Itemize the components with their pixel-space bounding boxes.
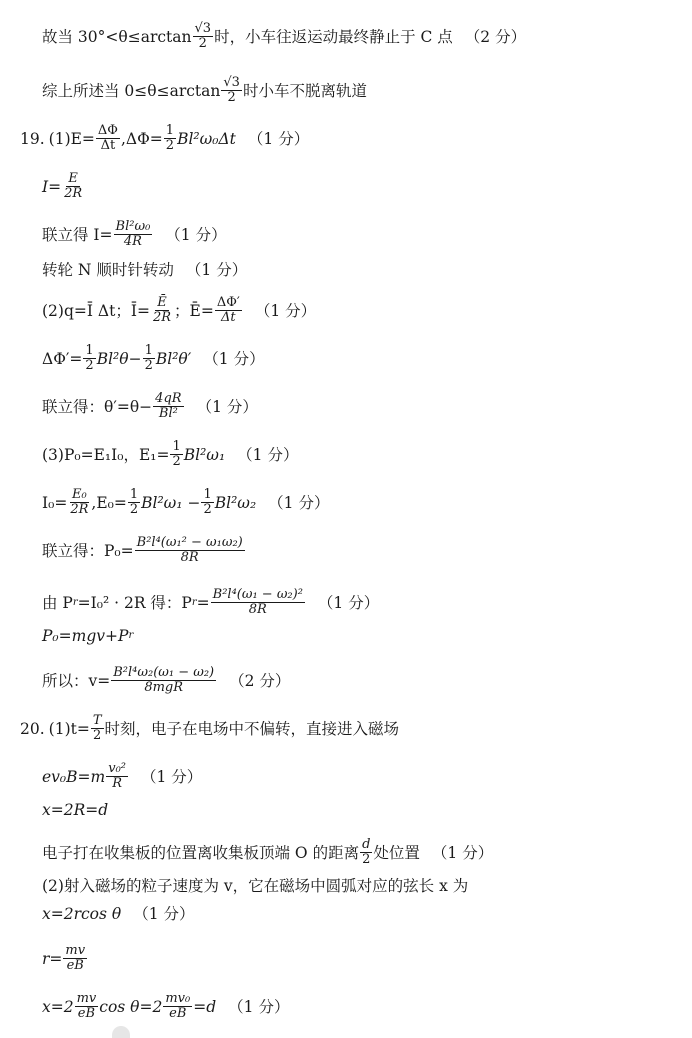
numerator: 4qR — [155, 391, 182, 406]
denominator: eB — [66, 958, 84, 973]
fraction — [63, 944, 87, 973]
denominator: 8mgR — [144, 680, 184, 695]
fraction — [193, 22, 214, 51]
line-5 — [42, 220, 227, 249]
denominator: 2 — [203, 502, 212, 517]
text: (2)q=Ī Δt；Ī= — [42, 301, 150, 320]
line-11 — [42, 488, 329, 517]
numerator: Bl²ω₀ — [115, 219, 151, 234]
line-14: P₀=mgv+P r — [42, 627, 134, 645]
numerator: 1 — [85, 343, 94, 358]
line-19 — [42, 838, 493, 867]
numerator: B²l⁴ω₂(ω₁ − ω₂) — [113, 665, 215, 680]
line-18 — [42, 800, 108, 820]
fraction — [143, 344, 155, 373]
denominator: 2 — [165, 138, 175, 153]
numerator: ΔΦ — [97, 123, 118, 138]
points: （1 分） — [133, 905, 195, 923]
line-4 — [42, 172, 85, 201]
points: （1 分） — [228, 997, 290, 1016]
line-3 — [20, 124, 309, 153]
question-number: 19. — [20, 129, 45, 148]
text: ev₀B=m — [42, 767, 106, 786]
points: （1 分） — [268, 493, 330, 512]
numerator: E₀ — [72, 487, 87, 502]
points: （2 分） — [229, 671, 291, 690]
line-15 — [42, 666, 290, 695]
text: ΔΦ′= — [42, 349, 83, 368]
line-7 — [42, 296, 316, 325]
text: (1)E= — [48, 129, 95, 148]
numerator: 1 — [172, 439, 181, 454]
fraction — [153, 392, 183, 421]
numerator: mv — [65, 943, 86, 958]
numerator: 1 — [203, 487, 212, 502]
text: 所以：v= — [42, 671, 111, 690]
text: (1)t= — [48, 719, 90, 738]
fraction — [111, 666, 216, 695]
text: Bl²ω₀Δt — [177, 129, 236, 148]
line-22 — [42, 944, 88, 973]
text: 联立得 I= — [42, 225, 113, 244]
text: 联立得：P₀= — [42, 541, 134, 560]
denominator: Δt — [100, 138, 116, 153]
text: ,ΔΦ= — [120, 129, 163, 148]
denominator: eB — [169, 1006, 187, 1021]
numerator: T — [92, 713, 102, 728]
points: （1 分） — [237, 445, 299, 464]
numerator: mv — [76, 991, 97, 1006]
text: 转轮 N 顺时针转动 — [42, 261, 174, 279]
fraction — [128, 488, 140, 517]
fraction — [170, 440, 182, 469]
points: （1 分） — [431, 843, 494, 862]
text: x=2R=d — [42, 801, 109, 819]
text: P₀=mgv+P — [42, 627, 129, 645]
fraction — [62, 172, 84, 201]
denominator: 2 — [85, 358, 94, 373]
numerator: 1 — [165, 123, 175, 138]
line-13: 由 P r =I₀² · 2R 得：P r = $\frac{\text{B²l⁴(ω₁ − ω₂)²}}{8R}$ （1 分） — [42, 587, 380, 617]
points: （1 分） — [247, 129, 310, 148]
text: I₀= — [42, 493, 68, 512]
question-number: 20. — [20, 719, 45, 738]
fraction — [106, 762, 128, 791]
denominator: Bl² — [158, 406, 178, 421]
numerator: √3 — [194, 21, 212, 36]
numerator: B²l⁴(ω₁ − ω₂)² — [212, 587, 303, 602]
line-17 — [42, 762, 202, 791]
text: Bl²θ′ — [155, 349, 192, 368]
fraction — [201, 488, 213, 517]
denominator: R — [112, 776, 122, 791]
line-20 — [42, 876, 468, 896]
text: 时刻，电子在电场中不偏转，直接进入磁场 — [104, 719, 400, 738]
fraction — [151, 296, 173, 325]
text: 电子打在收集板的位置离收集板顶端 O 的距离 — [42, 843, 360, 862]
numerator: v₀² — [108, 761, 126, 776]
denominator: 2R — [152, 310, 172, 325]
denominator: 8R — [248, 602, 267, 617]
denominator: 2 — [172, 454, 181, 469]
denominator: 8R — [180, 550, 199, 565]
line-1 — [42, 22, 526, 51]
line-21 — [42, 904, 195, 924]
text: cos θ=2 — [99, 997, 163, 1016]
text: 处位置 — [373, 843, 420, 862]
text: ,E₀= — [91, 493, 127, 512]
text: x=2rcos θ — [42, 905, 122, 923]
denominator: 2 — [144, 358, 153, 373]
denominator: 2R — [64, 186, 83, 201]
fraction — [215, 296, 242, 325]
denominator: 2 — [93, 728, 102, 743]
fraction — [135, 536, 245, 565]
text: = — [196, 593, 210, 612]
fraction — [75, 992, 99, 1021]
line-16 — [20, 714, 399, 743]
text: 故当 30°<θ≤arctan — [42, 27, 192, 46]
numerator: Ē — [157, 295, 167, 310]
line-6 — [42, 260, 247, 280]
points: （1 分） — [203, 349, 265, 368]
numerator: 1 — [129, 487, 139, 502]
fraction — [83, 344, 95, 373]
points: （1 分） — [317, 593, 380, 612]
text: Bl²ω₂ — [214, 493, 257, 512]
points: （2 分） — [464, 27, 527, 46]
denominator: 2 — [129, 502, 139, 517]
text: Bl²θ− — [96, 349, 142, 368]
text: (2)射入磁场的粒子速度为 v，它在磁场中圆弧对应的弦长 x 为 — [42, 877, 469, 895]
points: （1 分） — [185, 261, 248, 279]
line-23 — [42, 992, 289, 1021]
text: (3)P₀=E₁I₀，E₁= — [42, 445, 170, 464]
text: 时小车不脱离轨道 — [242, 81, 367, 100]
numerator: √3 — [223, 75, 240, 90]
page-edge-mark — [112, 1026, 130, 1038]
line-9 — [42, 392, 258, 421]
denominator: Δt — [221, 310, 236, 325]
numerator: d — [362, 837, 371, 852]
denominator: eB — [77, 1006, 96, 1021]
fraction — [114, 220, 153, 249]
line-10 — [42, 440, 298, 469]
denominator: 2 — [198, 36, 207, 51]
numerator: ΔΦ′ — [216, 295, 240, 310]
fraction — [96, 124, 120, 153]
denominator: 2R — [70, 502, 89, 517]
denominator: 2 — [227, 90, 236, 105]
text: =d — [193, 997, 217, 1016]
points: （1 分） — [141, 767, 203, 786]
fraction — [211, 588, 305, 617]
denominator: 4R — [123, 234, 142, 249]
text: ；Ē= — [174, 301, 214, 320]
line-2 — [42, 76, 367, 105]
text: =I₀² · 2R 得：P — [77, 593, 192, 612]
text: 时，小车往返运动最终静止于 C 点 — [214, 27, 453, 46]
fraction — [164, 124, 176, 153]
denominator: 2 — [362, 852, 371, 867]
numerator: B²l⁴(ω₁² − ω₁ω₂) — [136, 535, 243, 550]
fraction — [360, 838, 372, 867]
text: 由 P — [42, 593, 73, 612]
points: （1 分） — [165, 225, 227, 244]
numerator: 1 — [144, 343, 153, 358]
text: x=2 — [42, 997, 74, 1016]
text: Bl²ω₁ — [183, 445, 226, 464]
fraction — [163, 992, 192, 1021]
numerator: mv₀ — [165, 991, 191, 1006]
fraction — [91, 714, 104, 743]
text: r= — [42, 949, 63, 968]
text: 联立得：θ′=θ− — [42, 397, 153, 416]
points: （1 分） — [254, 301, 317, 320]
line-8 — [42, 344, 265, 373]
numerator: E — [68, 171, 78, 186]
points: （1 分） — [196, 397, 258, 416]
line-12 — [42, 536, 246, 565]
fraction — [221, 76, 242, 105]
text: Bl²ω₁ − — [141, 493, 201, 512]
text: I= — [42, 177, 62, 196]
fraction — [68, 488, 90, 517]
text: 综上所述当 0≤θ≤arctan — [42, 81, 221, 100]
